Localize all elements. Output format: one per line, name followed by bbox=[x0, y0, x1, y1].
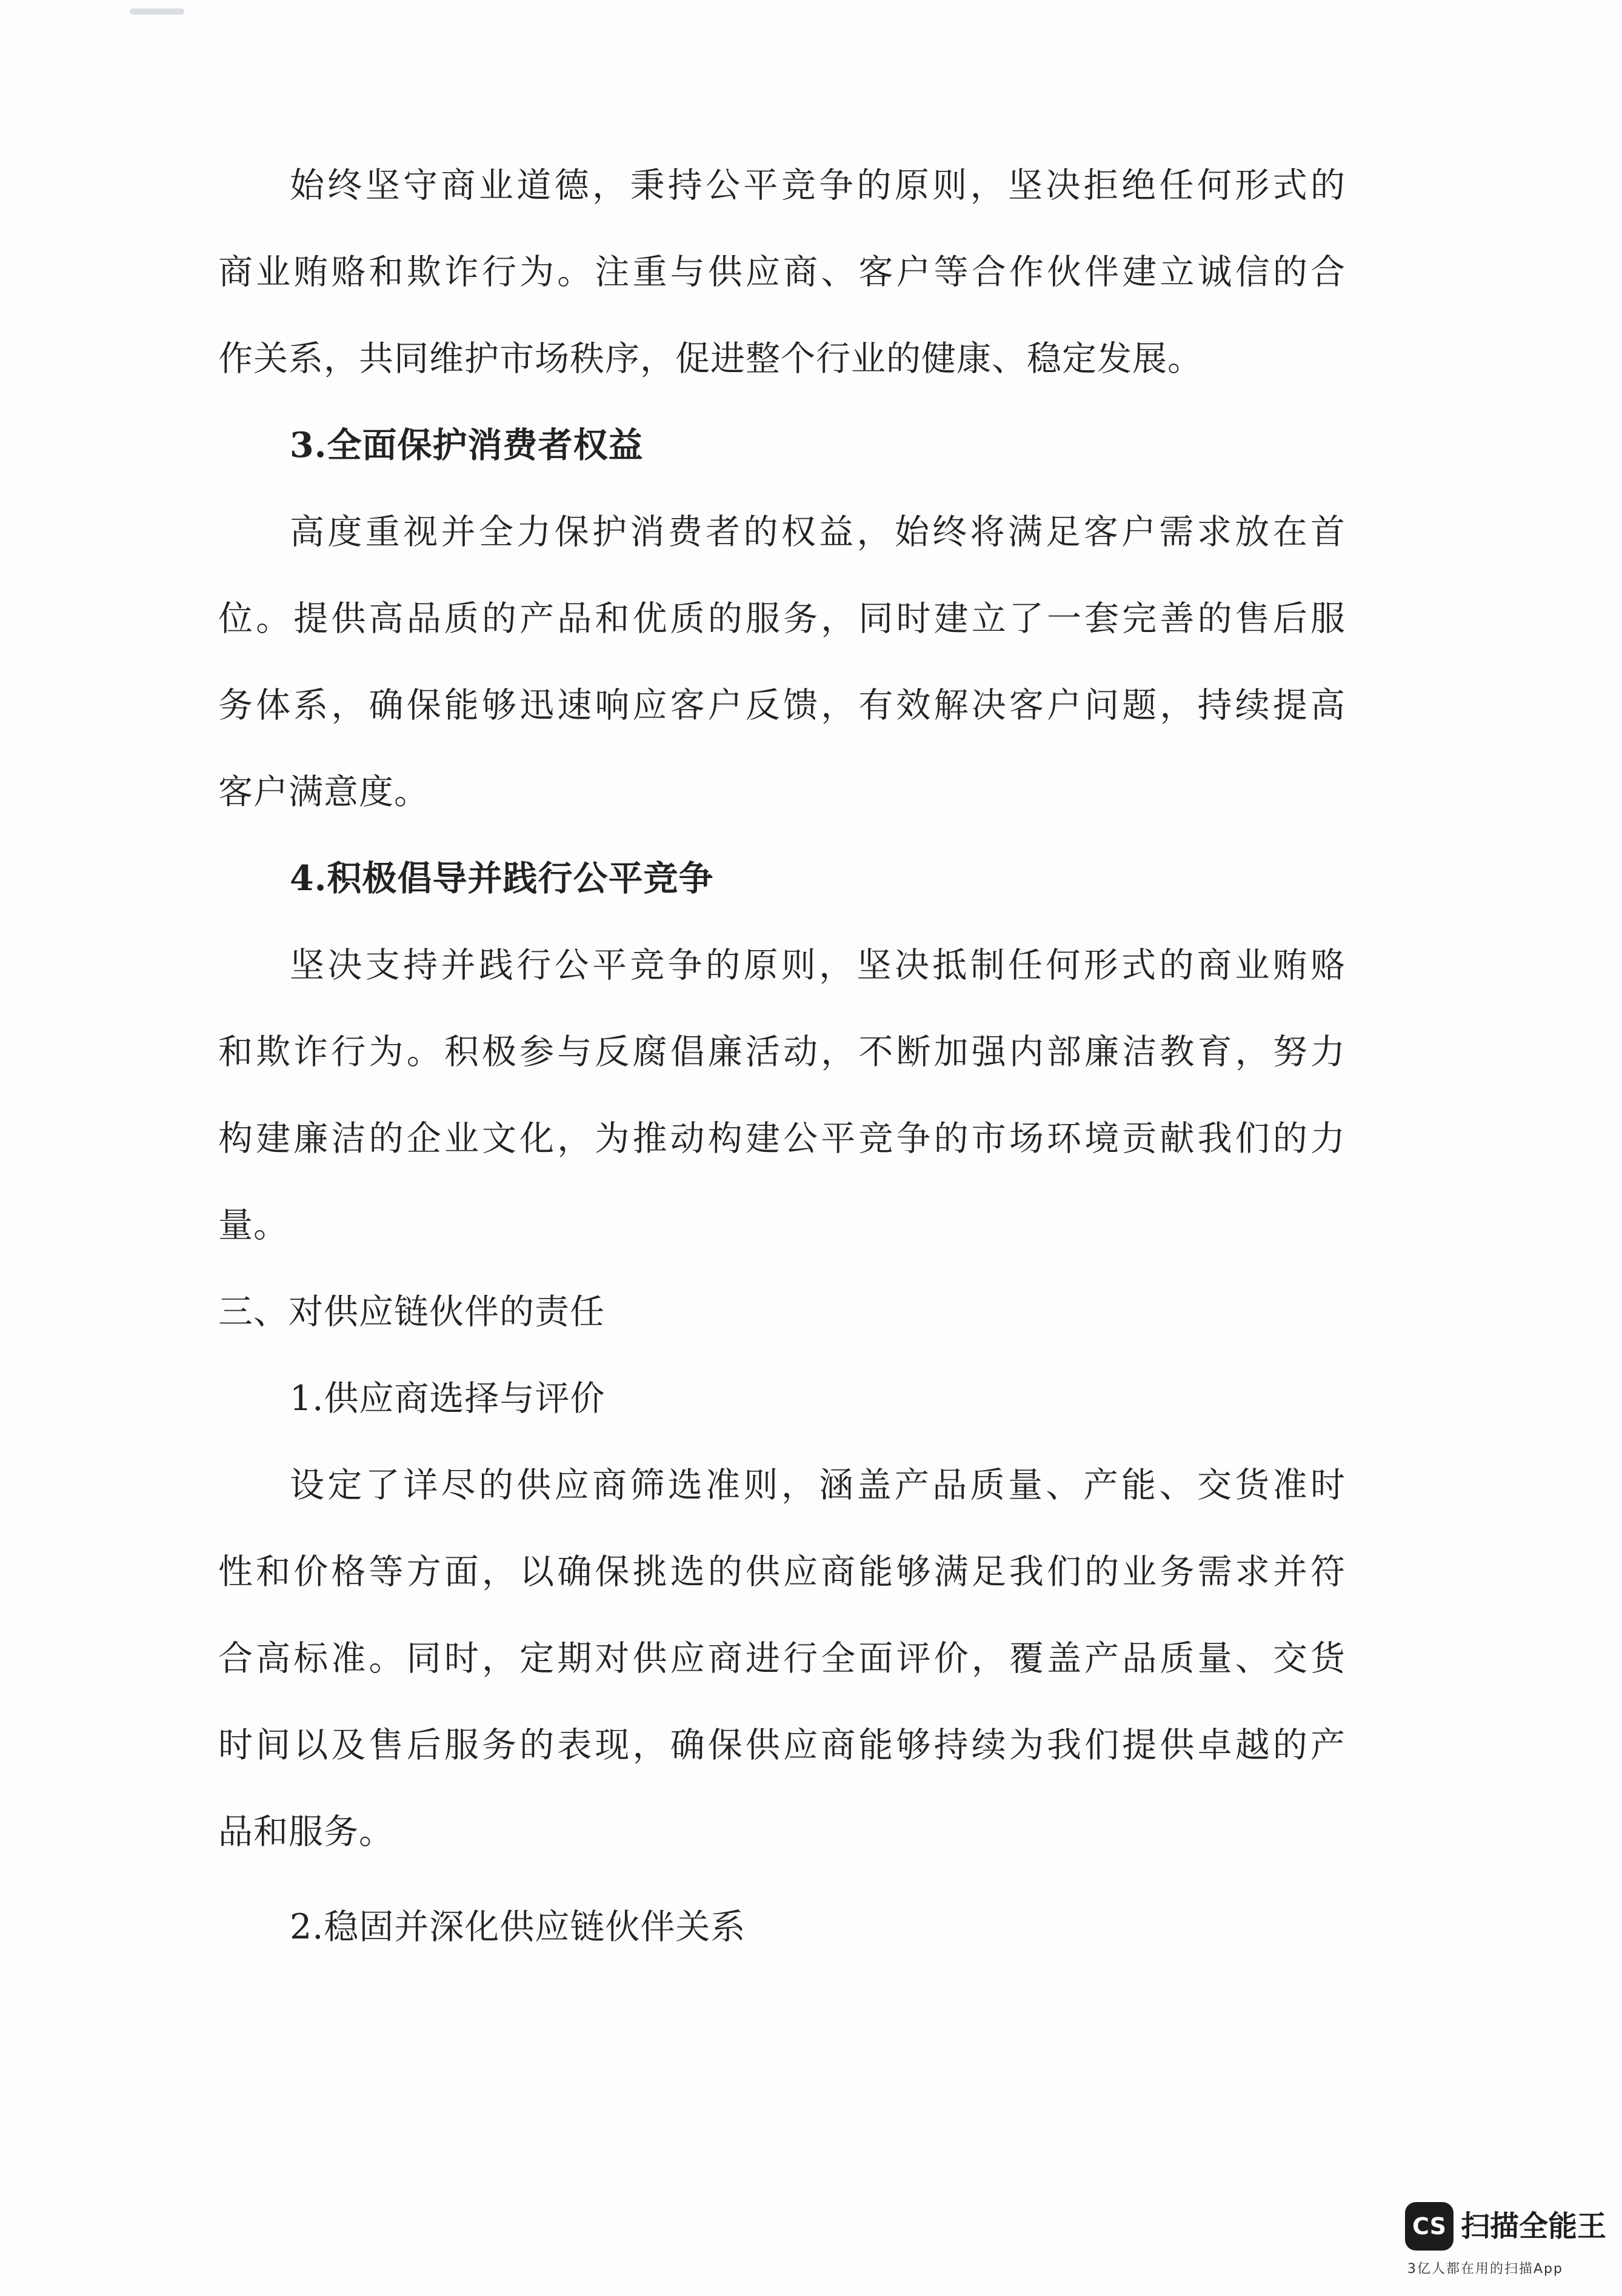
paragraph-line: 构建廉洁的企业文化，为推动构建公平竞争的市场环境贡献我们的力 bbox=[218, 1119, 1346, 1159]
paragraph-line: 客户满意度。 bbox=[218, 772, 429, 812]
paragraph-line: 作关系，共同维护市场秩序，促进整个行业的健康、稳定发展。 bbox=[218, 339, 1203, 379]
scan-edge-mark bbox=[130, 8, 184, 15]
section-heading: 4.积极倡导并践行公平竞争 bbox=[290, 858, 714, 899]
paragraph-line: 合高标准。同时，定期对供应商进行全面评价，覆盖产品质量、交货 bbox=[218, 1639, 1346, 1679]
paragraph-line: 商业贿赂和欺诈行为。注重与供应商、客户等合作伙伴建立诚信的合 bbox=[218, 252, 1346, 292]
section-heading: 3.全面保护消费者权益 bbox=[290, 425, 644, 465]
camscanner-logo-icon: CS bbox=[1405, 2202, 1453, 2251]
paragraph-line: 量。 bbox=[218, 1205, 289, 1245]
watermark-app-name: 扫描全能王 bbox=[1461, 2209, 1607, 2243]
paragraph-line: 位。提供高品质的产品和优质的服务，同时建立了一套完善的售后服 bbox=[218, 599, 1346, 639]
paragraph-line: 和欺诈行为。积极参与反腐倡廉活动，不断加强内部廉洁教育，努力 bbox=[218, 1032, 1346, 1072]
paragraph-line: 始终坚守商业道德，秉持公平竞争的原则，坚决拒绝任何形式的 bbox=[290, 165, 1346, 205]
section-heading: 1.供应商选择与评价 bbox=[290, 1379, 606, 1419]
chapter-heading: 三、对供应链伙伴的责任 bbox=[218, 1292, 605, 1332]
section-heading: 2.稳固并深化供应链伙伴关系 bbox=[290, 1907, 746, 1947]
scanner-watermark bbox=[1405, 2202, 1611, 2287]
paragraph-line: 性和价格等方面，以确保挑选的供应商能够满足我们的业务需求并符 bbox=[218, 1552, 1346, 1592]
paragraph-line: 务体系，确保能够迅速响应客户反馈，有效解决客户问题，持续提高 bbox=[218, 685, 1346, 725]
paragraph-line: 时间以及售后服务的表现，确保供应商能够持续为我们提供卓越的产 bbox=[218, 1725, 1346, 1765]
paragraph-line: 设定了详尽的供应商筛选准则，涵盖产品质量、产能、交货准时 bbox=[290, 1465, 1346, 1505]
watermark-tagline: 3亿人都在用的扫描App bbox=[1407, 2261, 1563, 2277]
paragraph-line: 坚决支持并践行公平竞争的原则，坚决抵制任何形式的商业贿赂 bbox=[290, 945, 1346, 985]
paragraph-line: 品和服务。 bbox=[218, 1812, 394, 1852]
paragraph-line: 高度重视并全力保护消费者的权益，始终将满足客户需求放在首 bbox=[290, 512, 1346, 552]
